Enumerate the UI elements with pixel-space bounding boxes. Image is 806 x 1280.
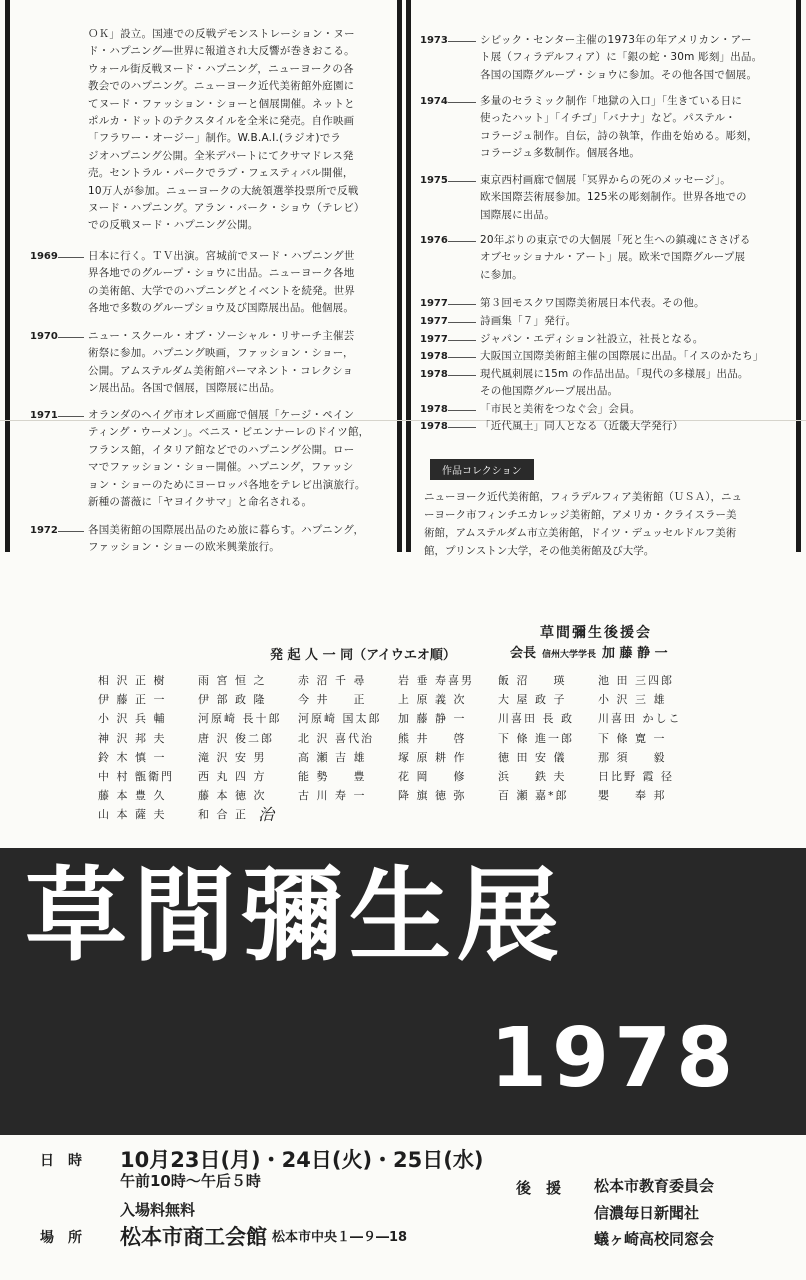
- name-row: [98, 730, 698, 749]
- place-address: 松本市中央１―９―18: [272, 1230, 408, 1245]
- bio-entry-1978c: 「市民と美術をつなぐ会」会員。: [480, 403, 641, 415]
- year-1973: 1973: [420, 35, 448, 46]
- year-leader: [448, 322, 476, 323]
- year-1977a: 1977: [420, 298, 448, 309]
- name-cell: 雨 宮 恒 之: [198, 674, 267, 687]
- bio-entry-1975: 東京西村画廊で個展「冥界からの死のメッセージ」。 欧米国際芸術展参加。125米の彫刻制作。世界各地での 国際展に出品。: [480, 174, 747, 221]
- bio-entry-1971: オランダのヘイグ市オレズ画廊で個展「ケージ・ペイン ティング・ウーメン」。ベニス・ビエンナーレのドイツ館， フランス館，イタリア館などでのハプニング公開。ロー マでファッション・ショー開催。ハプニング，ファッシ ョン・ショーのためにヨーロッパ各地をテレビ出演旅行。 新種の薔薇に「ヤヨイクサマ」と命名される。: [88, 409, 370, 509]
- year-leader: [448, 427, 476, 428]
- name-cell: 熊 井 啓: [398, 731, 467, 745]
- name-row: [98, 768, 698, 787]
- name-cell: 百 瀬 嘉*郎: [498, 789, 569, 803]
- name-cell: 下 條 寛 一: [598, 731, 667, 745]
- name-cell: 大 屋 政 子: [498, 693, 567, 707]
- name-cell: 伊 藤 正 一: [98, 693, 167, 707]
- year-leader: [448, 410, 476, 411]
- bio-entry-1973: シビック・センター主催の1973年の年アメリカン・アー ト展（フィラデルフィア）に「銀の蛇・30m 彫刻」出品。 各国の国際グループ・ショウに参加。その他各国で個展。: [480, 34, 763, 81]
- name-cell: 中 村 甑衛門: [98, 769, 174, 783]
- name-cell: 川喜田 かしこ: [598, 712, 682, 726]
- name-cell: 伊 部 政 隆: [198, 693, 267, 707]
- name-cell: 降 旗 徳 弥: [398, 789, 467, 803]
- name-cell: 唐 沢 俊二郎: [198, 731, 274, 745]
- chair-affiliation: 信州大学学長: [542, 650, 597, 660]
- right-border-bar: [796, 0, 801, 552]
- name-row: [98, 806, 698, 825]
- chair-label: 会長: [510, 646, 537, 661]
- year-leader: [448, 340, 476, 341]
- name-cell: 飯 沼 瑛: [498, 674, 567, 687]
- date-value: 10月23日(月)・24日(火)・25日(水): [120, 1148, 484, 1172]
- bio-entry-1969: 日本に行く。ＴＶ出演。宮城前でヌード・ハプニング世 界各地でのグループ・ショウに出品。ニューヨーク各地 の美術館、大学でのハプニングとイベントを続発。世界 各地で多数のグループショウ及び国際展出品。他個展。: [88, 250, 355, 315]
- year-leader: [448, 357, 476, 358]
- year-leader: [448, 102, 476, 103]
- name-cell: 今 井 正: [298, 693, 367, 707]
- sponsor-item: 信濃毎日新聞社: [594, 1204, 700, 1222]
- bio-entry-1978d: 「近代風土」同人となる（近畿大学発行）: [480, 420, 684, 432]
- sponsor-label: 後 援: [516, 1179, 562, 1197]
- name-cell: 池 田 三四郎: [598, 674, 674, 687]
- bio-entry-1977a: 第３回モスクワ国際美術展日本代表。その他。: [480, 297, 705, 309]
- name-cell: 那 須 毅: [598, 750, 667, 764]
- collection-text: ニューヨーク近代美術館，フィラデルフィア美術館（ＵＳＡ），ニュ ーヨーク市フィンチエカレッジ美術館，アメリカ・クライスラー美 術館，アムステルダム市立美術館，ドイツ・デュッセルドルフ美術 館，プリンストン大学，その他美術館及び大学。: [424, 491, 743, 557]
- name-row: [98, 749, 698, 768]
- year-leader: [448, 241, 476, 242]
- name-cell: 川喜田 長 政: [498, 712, 574, 726]
- association-chair: [510, 642, 668, 661]
- year-1969: 1969: [30, 251, 58, 262]
- initiators-heading: 発 起 人 一 同（アイウエオ順）: [270, 648, 456, 663]
- name-cell: 徳 田 安 儀: [498, 750, 567, 764]
- collection-heading: 作品コレクション: [430, 459, 534, 480]
- year-leader: [58, 416, 84, 417]
- year-1974: 1974: [420, 96, 448, 107]
- exhibition-year: 1978: [490, 1011, 739, 1106]
- year-leader: [448, 181, 476, 182]
- name-cell: 古 川 寿 一: [298, 789, 367, 803]
- year-leader: [448, 41, 476, 42]
- exhibition-title: 草間彌生展: [25, 857, 565, 976]
- name-cell: 神 沢 邦 夫: [98, 731, 167, 745]
- center-border-bar-right: [406, 0, 411, 552]
- name-cell: 日比野 霞 径: [598, 769, 674, 783]
- name-cell: 浜 鉄 夫: [498, 769, 567, 783]
- name-cell: 北 沢 喜代治: [298, 731, 374, 745]
- name-cell: 河原崎 長十郎: [198, 712, 282, 726]
- name-row: [98, 710, 698, 729]
- bio-entry-1978b: 現代風刺展に15m の作品出品。「現代の多様展」出品。 その他国際グループ展出品。: [480, 368, 749, 398]
- sponsor-item: 蟻ヶ崎高校同窓会: [594, 1230, 715, 1248]
- year-1971: 1971: [30, 410, 58, 421]
- name-row: [98, 787, 698, 806]
- left-border-bar: [5, 0, 10, 552]
- place-value: 松本市商工会館: [120, 1225, 267, 1249]
- chair-name: 加 藤 静 一: [602, 646, 668, 661]
- name-cell: 小 沢 兵 輔: [98, 712, 167, 726]
- year-1978c: 1978: [420, 404, 448, 415]
- name-cell: 花 岡 修: [398, 769, 467, 783]
- bio-entry-1972: 各国美術館の国際展出品のため旅に暮らす。ハプニング， ファッション・ショーの欧米興業旅行。: [88, 524, 365, 554]
- name-cell: 相 沢 正 樹: [98, 674, 167, 687]
- year-leader: [58, 531, 84, 532]
- year-1978d: 1978: [420, 421, 448, 432]
- name-cell: 滝 沢 安 男: [198, 750, 267, 764]
- name-cell: 西 丸 四 方: [198, 769, 267, 783]
- name-cell: 小 沢 三 雄: [598, 693, 667, 707]
- year-1970: 1970: [30, 331, 58, 342]
- support-association-title: 草間彌生後援会: [540, 625, 652, 641]
- time-value: 午前10時〜午后５時: [120, 1172, 261, 1190]
- name-cell: 和 合 正: [198, 808, 248, 822]
- year-leader: [58, 337, 84, 338]
- bio-entry-1976: 20年ぶりの東京での大個展「死と生への鎮魂にささげる オブセッショナル・アート」展。欧米で国際グループ展 に参加。: [480, 234, 751, 281]
- bio-entry-1978a: 大阪国立国際美術館主催の国際展に出品。「イスのかたち」: [480, 350, 764, 362]
- bio-entry-1968-cont: ＯＫ」設立。国連での反戦デモンストレーション・ヌー ド・ハプニング―世界に報道され大反響が巻きおこる。 ウォール街反戦ヌード・ハプニング，ニューヨークの各 教会でのハプニング。ニューヨーク近代美術館外庭園に てヌード・ファッション・ショーと個展開催。ネットと ポルカ・ドットのテクスタイルを全米に発売。自作映画 「フラワー・オージー」制作。W.B.A.I.(ラジオ)でラ ジオハプニング公開。全米デパートにてクサマドレス発 売。セントラル・パークでラブ・フェスティバル開催， 10万人が参加。ニューヨークの大統領選挙投票所で反戦 ヌード・ハプニング。アラン・バーク・ショウ（テレビ） での反戦ヌード・ハプニング公開。: [88, 28, 365, 232]
- handwritten-note: 治: [258, 805, 275, 824]
- bio-entry-1977c: ジャパン・エディション社設立，社長となる。: [480, 333, 704, 345]
- bio-entry-1974: 多量のセラミック制作「地獄の入口」「生きている日に 使ったハット」「イチゴ」「バナナ」など。パステル・ コラージュ制作。自伝，詩の執筆，作曲を始める。彫刻， コラージュ多数制作。個展各地。: [480, 95, 758, 160]
- date-label: 日 時: [40, 1153, 82, 1169]
- name-cell: 藤 本 豊 久: [98, 789, 167, 803]
- name-cell: 赤 沼 千 尋: [298, 674, 367, 687]
- year-1976: 1976: [420, 235, 448, 246]
- initiators-name-grid: [98, 672, 698, 826]
- name-cell: 下 條 進一郎: [498, 731, 574, 745]
- name-cell: 藤 本 徳 次: [198, 789, 267, 803]
- name-row: [98, 691, 698, 710]
- bio-entry-1970: ニュー・スクール・オブ・ソーシャル・リサーチ主催芸 術祭に参加。ハプニング映画，ファッション・ショー， 公開。アムステルダム美術館パーマネント・コレクショ ン展出品。各国で個展，国際展に出品。: [88, 330, 355, 395]
- year-leader: [448, 304, 476, 305]
- year-leader: [58, 257, 84, 258]
- year-leader: [448, 375, 476, 376]
- center-border-bar-left: [397, 0, 402, 552]
- sponsor-item: 松本市教育委員会: [594, 1177, 715, 1195]
- year-1977c: 1977: [420, 334, 448, 345]
- year-1975: 1975: [420, 175, 448, 186]
- name-cell: 嬰 奉 邦: [598, 789, 667, 803]
- name-cell: 上 原 義 次: [398, 693, 467, 707]
- name-cell: 塚 原 耕 作: [398, 750, 467, 764]
- name-cell: 能 勢 豊: [298, 769, 367, 783]
- name-cell: 鈴 木 慎 一: [98, 750, 167, 764]
- name-row: [98, 672, 698, 691]
- year-1978a: 1978: [420, 351, 448, 362]
- place-label: 場 所: [40, 1230, 82, 1246]
- name-cell: 高 瀬 吉 雄: [298, 750, 367, 764]
- name-cell: 山 本 薩 夫: [98, 808, 167, 822]
- year-1978b: 1978: [420, 369, 448, 380]
- name-cell: 河原崎 国太郎: [298, 712, 382, 726]
- name-cell: 加 藤 静 一: [398, 712, 467, 726]
- admission: 入場料無料: [120, 1201, 196, 1219]
- year-1972: 1972: [30, 525, 58, 536]
- year-1977b: 1977: [420, 316, 448, 327]
- name-cell: 岩 垂 寿喜男: [398, 674, 474, 687]
- bio-entry-1977b: 詩画集「７」発行。: [480, 315, 577, 327]
